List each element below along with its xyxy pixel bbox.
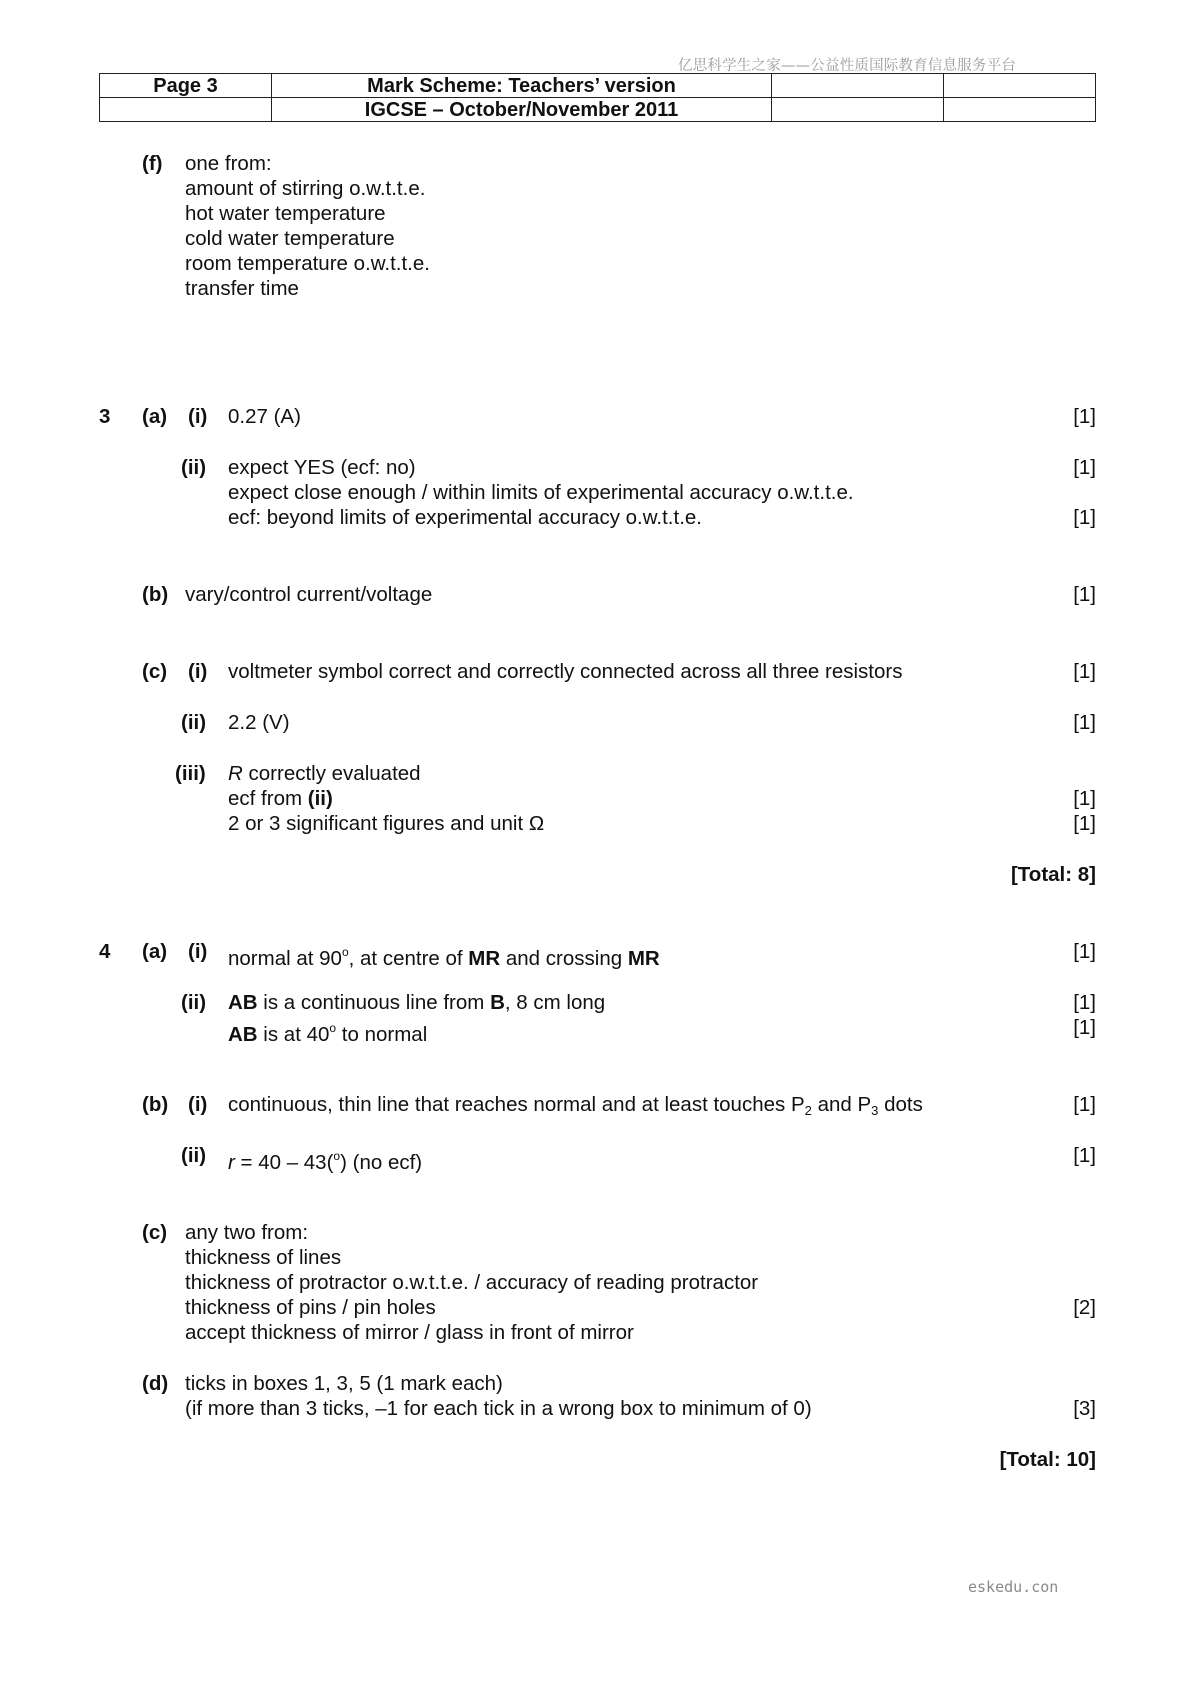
text: ecf from xyxy=(228,787,308,810)
q2f-line: one from: xyxy=(185,152,272,175)
text: dots xyxy=(878,1093,923,1116)
subscript: 2 xyxy=(804,1103,812,1118)
header-empty-cell xyxy=(772,98,944,122)
q4d-label: (d) xyxy=(142,1372,169,1395)
text: is a continuous line from xyxy=(257,991,491,1014)
text: continuous, thin line that reaches normal and at least touches P xyxy=(228,1093,805,1116)
q3a-ii-line: expect YES (ecf: no) xyxy=(228,456,416,479)
text: ) (no ecf) xyxy=(340,1151,423,1174)
q4c-label: (c) xyxy=(142,1221,168,1244)
q3c-i-label: (i) xyxy=(188,660,208,683)
header-table xyxy=(99,73,1096,122)
mark: [1] xyxy=(1073,1016,1096,1039)
watermark-top: 亿思科学生之家——公益性质国际教育信息服务平台 xyxy=(678,58,1017,74)
label-b: B xyxy=(490,991,505,1014)
text: , 8 cm long xyxy=(504,991,606,1014)
mark: [1] xyxy=(1073,1144,1096,1167)
q4d-line: (if more than 3 ticks, –1 for each tick in a wrong box to minimum of 0) xyxy=(185,1397,812,1420)
document-title: Mark Scheme: Teachers’ version xyxy=(272,74,772,98)
label-mr: MR xyxy=(468,947,501,970)
q3-number: 3 xyxy=(99,405,111,428)
q4c-line: thickness of pins / pin holes xyxy=(185,1296,436,1319)
q3b-answer: vary/control current/voltage xyxy=(185,583,433,606)
q4a-ii-label: (ii) xyxy=(181,991,207,1014)
mark: [1] xyxy=(1073,456,1096,479)
q4a-i-label: (i) xyxy=(188,940,208,963)
label-ab: AB xyxy=(228,991,258,1014)
reference: (ii) xyxy=(307,787,333,810)
q3c-iii-line xyxy=(228,787,333,811)
mark: [3] xyxy=(1073,1397,1096,1420)
mark: [1] xyxy=(1073,405,1096,428)
q4a-ii-line xyxy=(228,1016,427,1047)
exam-title: IGCSE – October/November 2011 xyxy=(272,98,772,122)
q4b-ii-label: (ii) xyxy=(181,1144,207,1167)
q2f-label: (f) xyxy=(142,152,163,175)
q3c-iii-label: (iii) xyxy=(175,762,206,785)
q3c-label: (c) xyxy=(142,660,168,683)
text: and crossing xyxy=(500,947,628,970)
q3a-ii-label: (ii) xyxy=(181,456,207,479)
q3c-i-answer: voltmeter symbol correct and correctly connected across all three resistors xyxy=(228,660,903,683)
mark: [1] xyxy=(1073,583,1096,606)
mark: [1] xyxy=(1073,711,1096,734)
q4b-ii-answer xyxy=(228,1144,422,1175)
mark: [1] xyxy=(1073,506,1096,529)
q3a-i-label: (i) xyxy=(188,405,208,428)
text: correctly evaluated xyxy=(242,762,421,785)
text: = 40 – 43( xyxy=(234,1151,334,1174)
q4b-i-answer xyxy=(228,1093,923,1123)
q4b-label: (b) xyxy=(142,1093,169,1116)
q2f-line: amount of stirring o.w.t.t.e. xyxy=(185,177,426,200)
header-empty-cell xyxy=(944,98,1096,122)
mark: [1] xyxy=(1073,787,1096,810)
text: to normal xyxy=(336,1023,428,1046)
mark: [1] xyxy=(1073,940,1096,963)
header-empty-cell xyxy=(772,74,944,98)
q3b-label: (b) xyxy=(142,583,169,606)
variable-r: r xyxy=(228,1151,235,1174)
q3a-ii-line: ecf: beyond limits of experimental accuracy o.w.t.t.e. xyxy=(228,506,702,529)
q4-total: [Total: 10] xyxy=(999,1448,1096,1471)
q3-total: [Total: 8] xyxy=(1010,863,1096,886)
subscript: 3 xyxy=(871,1103,879,1118)
q3c-ii-label: (ii) xyxy=(181,711,207,734)
q4a-label: (a) xyxy=(142,940,168,963)
q2f-line: transfer time xyxy=(185,277,299,300)
q4c-line: thickness of protractor o.w.t.t.e. / accuracy of reading protractor xyxy=(185,1271,759,1294)
q4c-line: accept thickness of mirror / glass in front of mirror xyxy=(185,1321,634,1344)
watermark-bottom: eskedu.con xyxy=(968,1578,1059,1596)
q2f-line: cold water temperature xyxy=(185,227,395,250)
degree: o xyxy=(329,1021,337,1035)
degree: o xyxy=(341,945,349,959)
degree: o xyxy=(333,1149,341,1163)
q4a-ii-line xyxy=(228,991,605,1015)
q4-number: 4 xyxy=(99,940,111,963)
q3c-ii-answer: 2.2 (V) xyxy=(228,711,290,734)
page-number: Page 3 xyxy=(100,74,272,98)
mark: [1] xyxy=(1073,991,1096,1014)
q2f-line: hot water temperature xyxy=(185,202,386,225)
q3a-i-answer: 0.27 (A) xyxy=(228,405,301,428)
text: and P xyxy=(811,1093,872,1116)
text: normal at 90 xyxy=(228,947,342,970)
q4b-i-label: (i) xyxy=(188,1093,208,1116)
text: is at 40 xyxy=(257,1023,330,1046)
variable-r: R xyxy=(228,762,243,785)
text: , at centre of xyxy=(348,947,469,970)
mark: [1] xyxy=(1073,812,1096,835)
header-empty-cell xyxy=(944,74,1096,98)
q3a-ii-line: expect close enough / within limits of experimental accuracy o.w.t.t.e. xyxy=(228,481,854,504)
mark: [2] xyxy=(1073,1296,1096,1319)
q3c-iii-line: 2 or 3 significant figures and unit Ω xyxy=(228,812,545,835)
q4d-line: ticks in boxes 1, 3, 5 (1 mark each) xyxy=(185,1372,503,1395)
label-mr: MR xyxy=(627,947,660,970)
mark: [1] xyxy=(1073,1093,1096,1116)
label-ab: AB xyxy=(228,1023,258,1046)
header-empty-cell xyxy=(100,98,272,122)
q4c-line: thickness of lines xyxy=(185,1246,342,1269)
q3a-label: (a) xyxy=(142,405,168,428)
q4a-i-answer xyxy=(228,940,660,971)
q3c-iii-line xyxy=(228,762,421,786)
q2f-line: room temperature o.w.t.t.e. xyxy=(185,252,430,275)
mark: [1] xyxy=(1073,660,1096,683)
q4c-line: any two from: xyxy=(185,1221,309,1244)
